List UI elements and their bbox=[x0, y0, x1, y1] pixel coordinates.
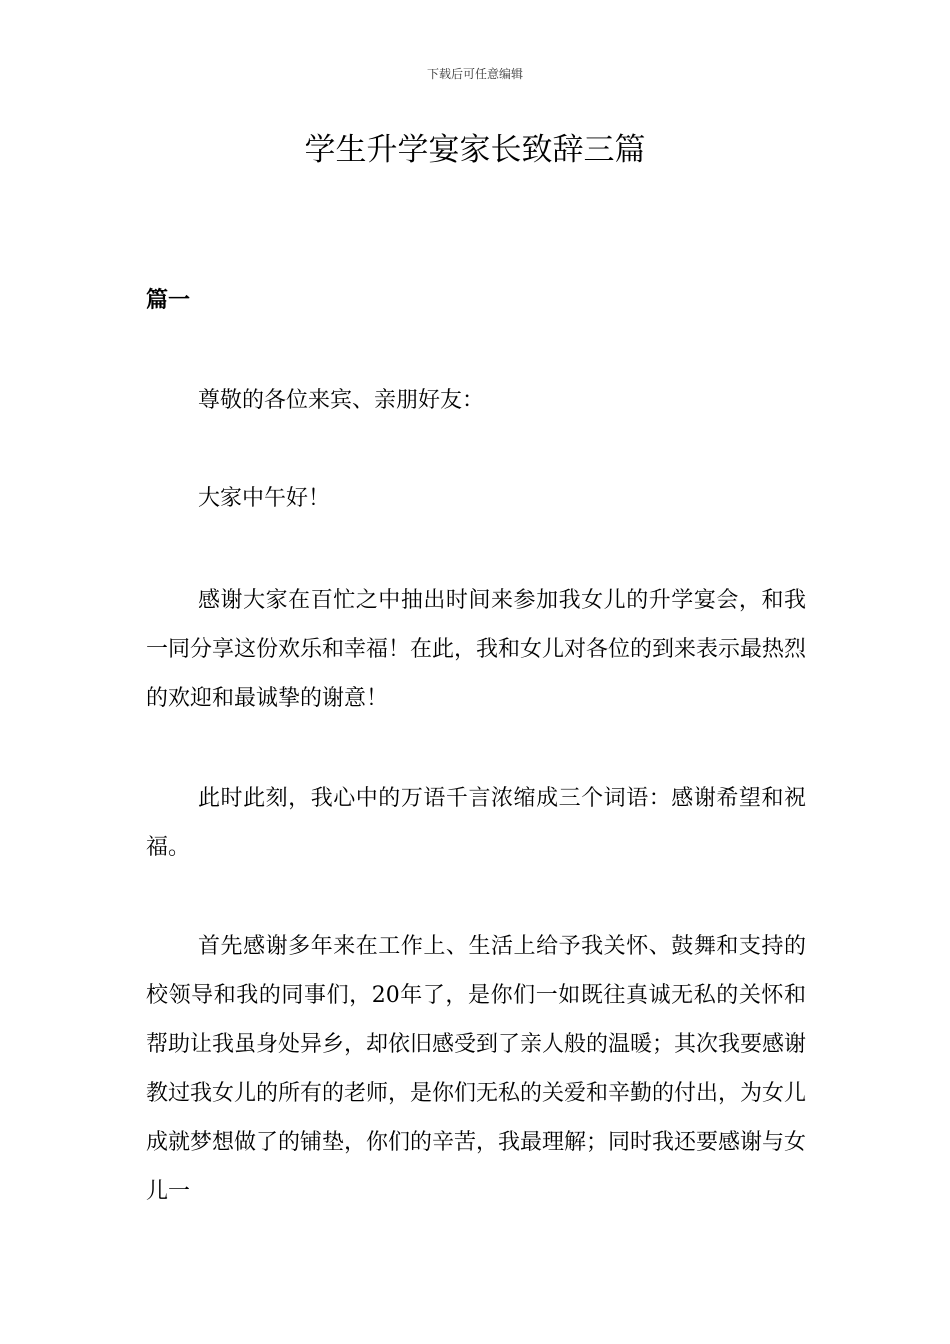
paragraph-salutation: 尊敬的各位来宾、亲朋好友： bbox=[198, 388, 485, 413]
paragraph-keywords: 此时此刻，我心中的万语千言浓缩成三个词语：感谢希望和祝福。 bbox=[146, 786, 806, 860]
paragraph-greeting: 大家中午好！ bbox=[198, 486, 331, 511]
header-note: 下载后可任意编辑 bbox=[426, 67, 523, 81]
section-heading: 篇一 bbox=[146, 287, 191, 313]
paragraph-gratitude: 首先感谢多年来在工作上、生活上给予我关怀、鼓舞和支持的校领导和我的同事们，20年了，是你们一如既往真诚无私的关怀和帮助让我虽身处异乡，却依旧感受到了亲人般的温暖；其次我要感谢教过我女儿的所有的老师，是你们无私的关爱和辛勤的付出，为女儿成就梦想做了的铺垫，你们的辛苦，我最理解；同时我还要感谢与女儿一 bbox=[146, 934, 807, 1204]
document-title: 学生升学宴家长致辞三篇 bbox=[304, 132, 646, 168]
paragraph-thanks: 感谢大家在百忙之中抽出时间来参加我女儿的升学宴会，和我一同分享这份欢乐和幸福！在此，我和女儿对各位的到来表示最热烈的欢迎和最诚挚的谢意！ bbox=[146, 588, 807, 711]
